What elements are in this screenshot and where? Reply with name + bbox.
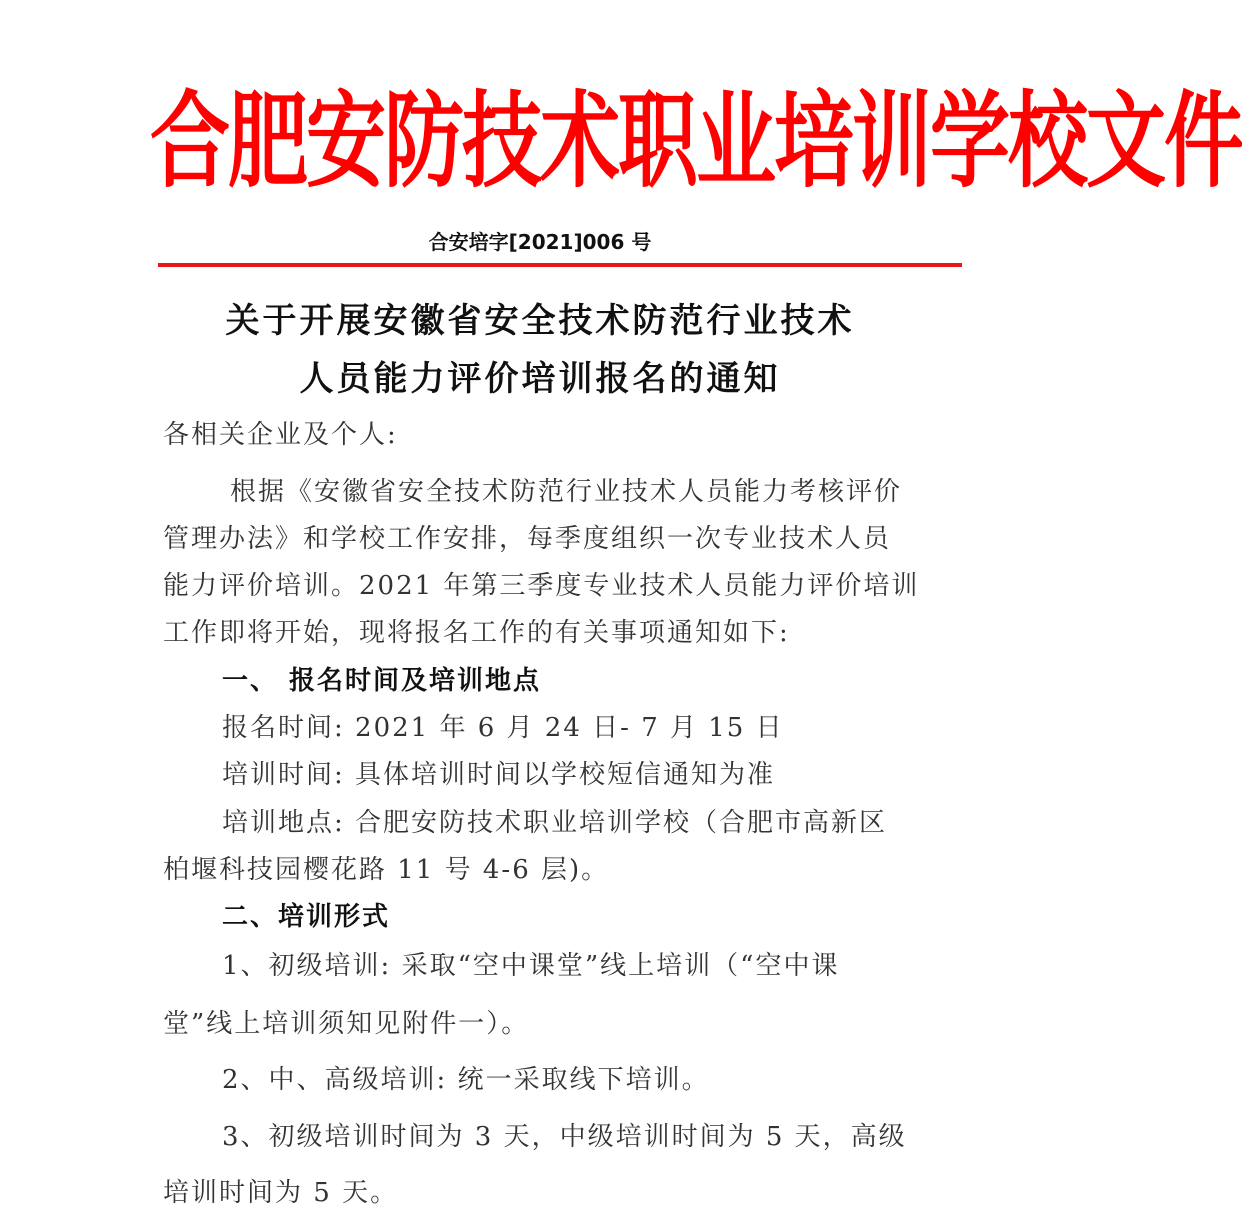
section-1-heading: 一、 报名时间及培训地点 [222,666,542,696]
salutation: 各相关企业及个人: [163,420,398,450]
form-line: 培训时间为 5 天。 [163,1178,399,1208]
intro-line: 工作即将开始，现将报名工作的有关事项通知如下: [163,618,790,648]
section-2-heading: 二、培训形式 [222,902,391,932]
document-number: 合安培字[2021]006 号 [428,230,652,254]
intro-line: 根据《安徽省安全技术防范行业技术人员能力考核评价 [230,477,903,507]
training-location-cont: 柏堰科技园樱花路 11 号 4-6 层)。 [163,855,610,885]
document-header-title: 合肥安防技术职业培训学校文件 [150,80,1242,202]
training-location: 培训地点: 合肥安防技术职业培训学校（合肥市高新区 [222,808,888,838]
signup-time: 报名时间: 2021 年 6 月 24 日- 7 月 15 日 [222,713,784,743]
form-line: 堂”线上培训须知见附件一）。 [163,1009,530,1039]
form-line: 3、初级培训时间为 3 天，中级培训时间为 5 天，高级 [222,1122,907,1152]
intro-line: 能力评价培训。2021 年第三季度专业技术人员能力评价培训 [163,571,920,601]
header-divider-line [158,263,962,267]
form-line: 2、中、高级培训: 统一采取线下培训。 [222,1065,710,1095]
notice-title-line-2: 人员能力评价培训报名的通知 [299,359,781,399]
notice-title-line-1: 关于开展安徽省安全技术防范行业技术 [225,301,855,341]
form-line: 1、初级培训: 采取“空中课堂”线上培训（“空中课 [222,951,840,981]
intro-line: 管理办法》和学校工作安排，每季度组织一次专业技术人员 [163,524,892,554]
training-time: 培训时间: 具体培训时间以学校短信通知为准 [222,760,776,790]
